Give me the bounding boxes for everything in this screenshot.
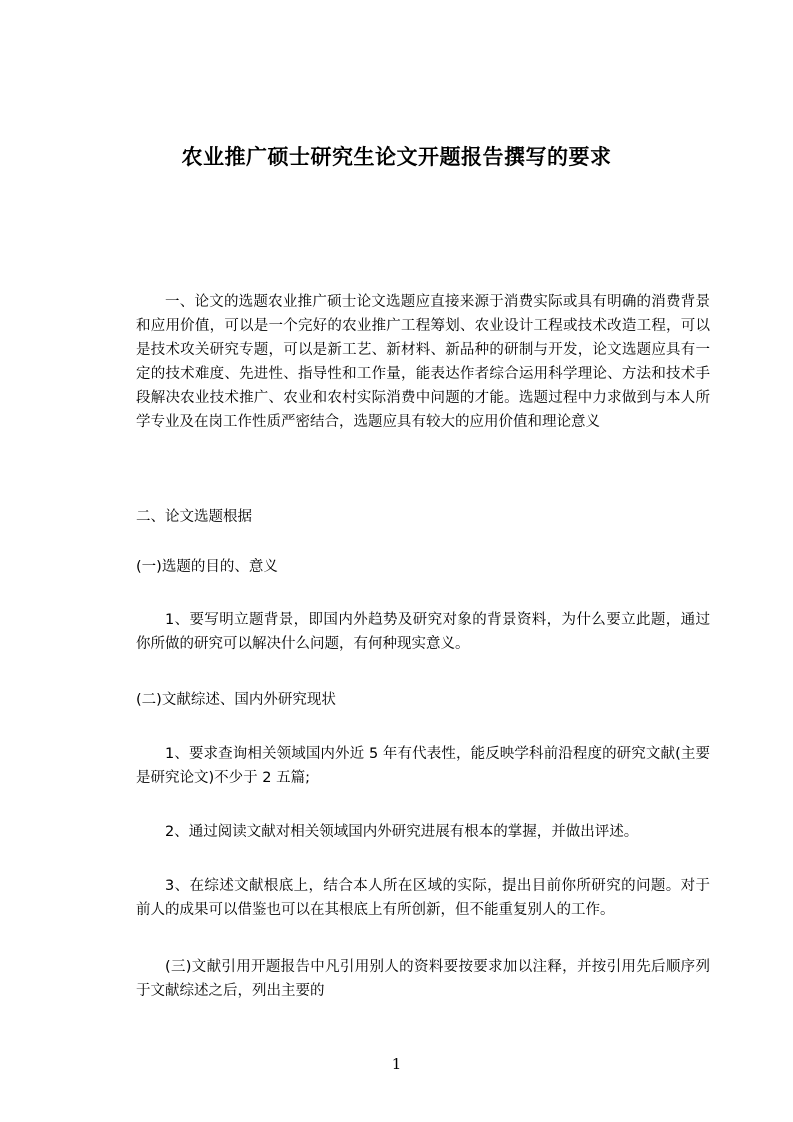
subsection-1-item-1: 1、要写明立题背景，即国内外趋势及研究对象的背景资料，为什么要立此题，通过你所做的研究可以解决什么问题，有何种现实意义。 [136,612,710,652]
subsection-2-item-3: 3、在综述文献根底上，结合本人所在区域的实际，提出目前你所研究的问题。对于前人的成果可以借鉴也可以在其根底上有所创新，但不能重复别人的工作。 [136,878,710,918]
subsection-2-item-2: 2、通过阅读文献对相关领域国内外研究进展有根本的掌握，并做出评述。 [165,824,639,840]
subsection-1-heading: (一)选题的目的、意义 [136,559,278,575]
subsection-2-item-1: 1、要求查询相关领域国内外近 5 年有代表性，能反映学科前沿程度的研究文献(主要是研究论文)不少于 2 五篇; [136,746,710,786]
subsection-2-heading: (二)文献综述、国内外研究现状 [136,692,336,708]
page-number: 1 [391,1055,402,1073]
section-2-heading: 二、论文选题根据 [136,509,252,525]
subsection-3-paragraph: (三)文献引用开题报告中凡引用别人的资料要按要求加以注释，并按引用先后顺序列于文献综述之后，列出主要的 [136,959,710,999]
section-1-paragraph: 一、论文的选题农业推广硕士论文选题应直接来源于消费实际或具有明确的消费背景和应用价值，可以是一个完好的农业推广工程筹划、农业设计工程或技术改造工程，可以是技术攻关研究专题，可以是新工艺、新材料、新品种的研制与开发，论文选题应具有一定的技术难度、先进性、指导性和工作量，能表达作者综合运用科学理论、方法和技术手段解决农业技术推广、农业和农村实际消费中问题的才能。选题过程中力求做到与本人所学专业及在岗工作性质严密结合，选题应具有较大的应用价值和理论意义 [136,294,710,430]
document-title: 农业推广硕士研究生论文开题报告撰写的要求 [181,145,612,169]
